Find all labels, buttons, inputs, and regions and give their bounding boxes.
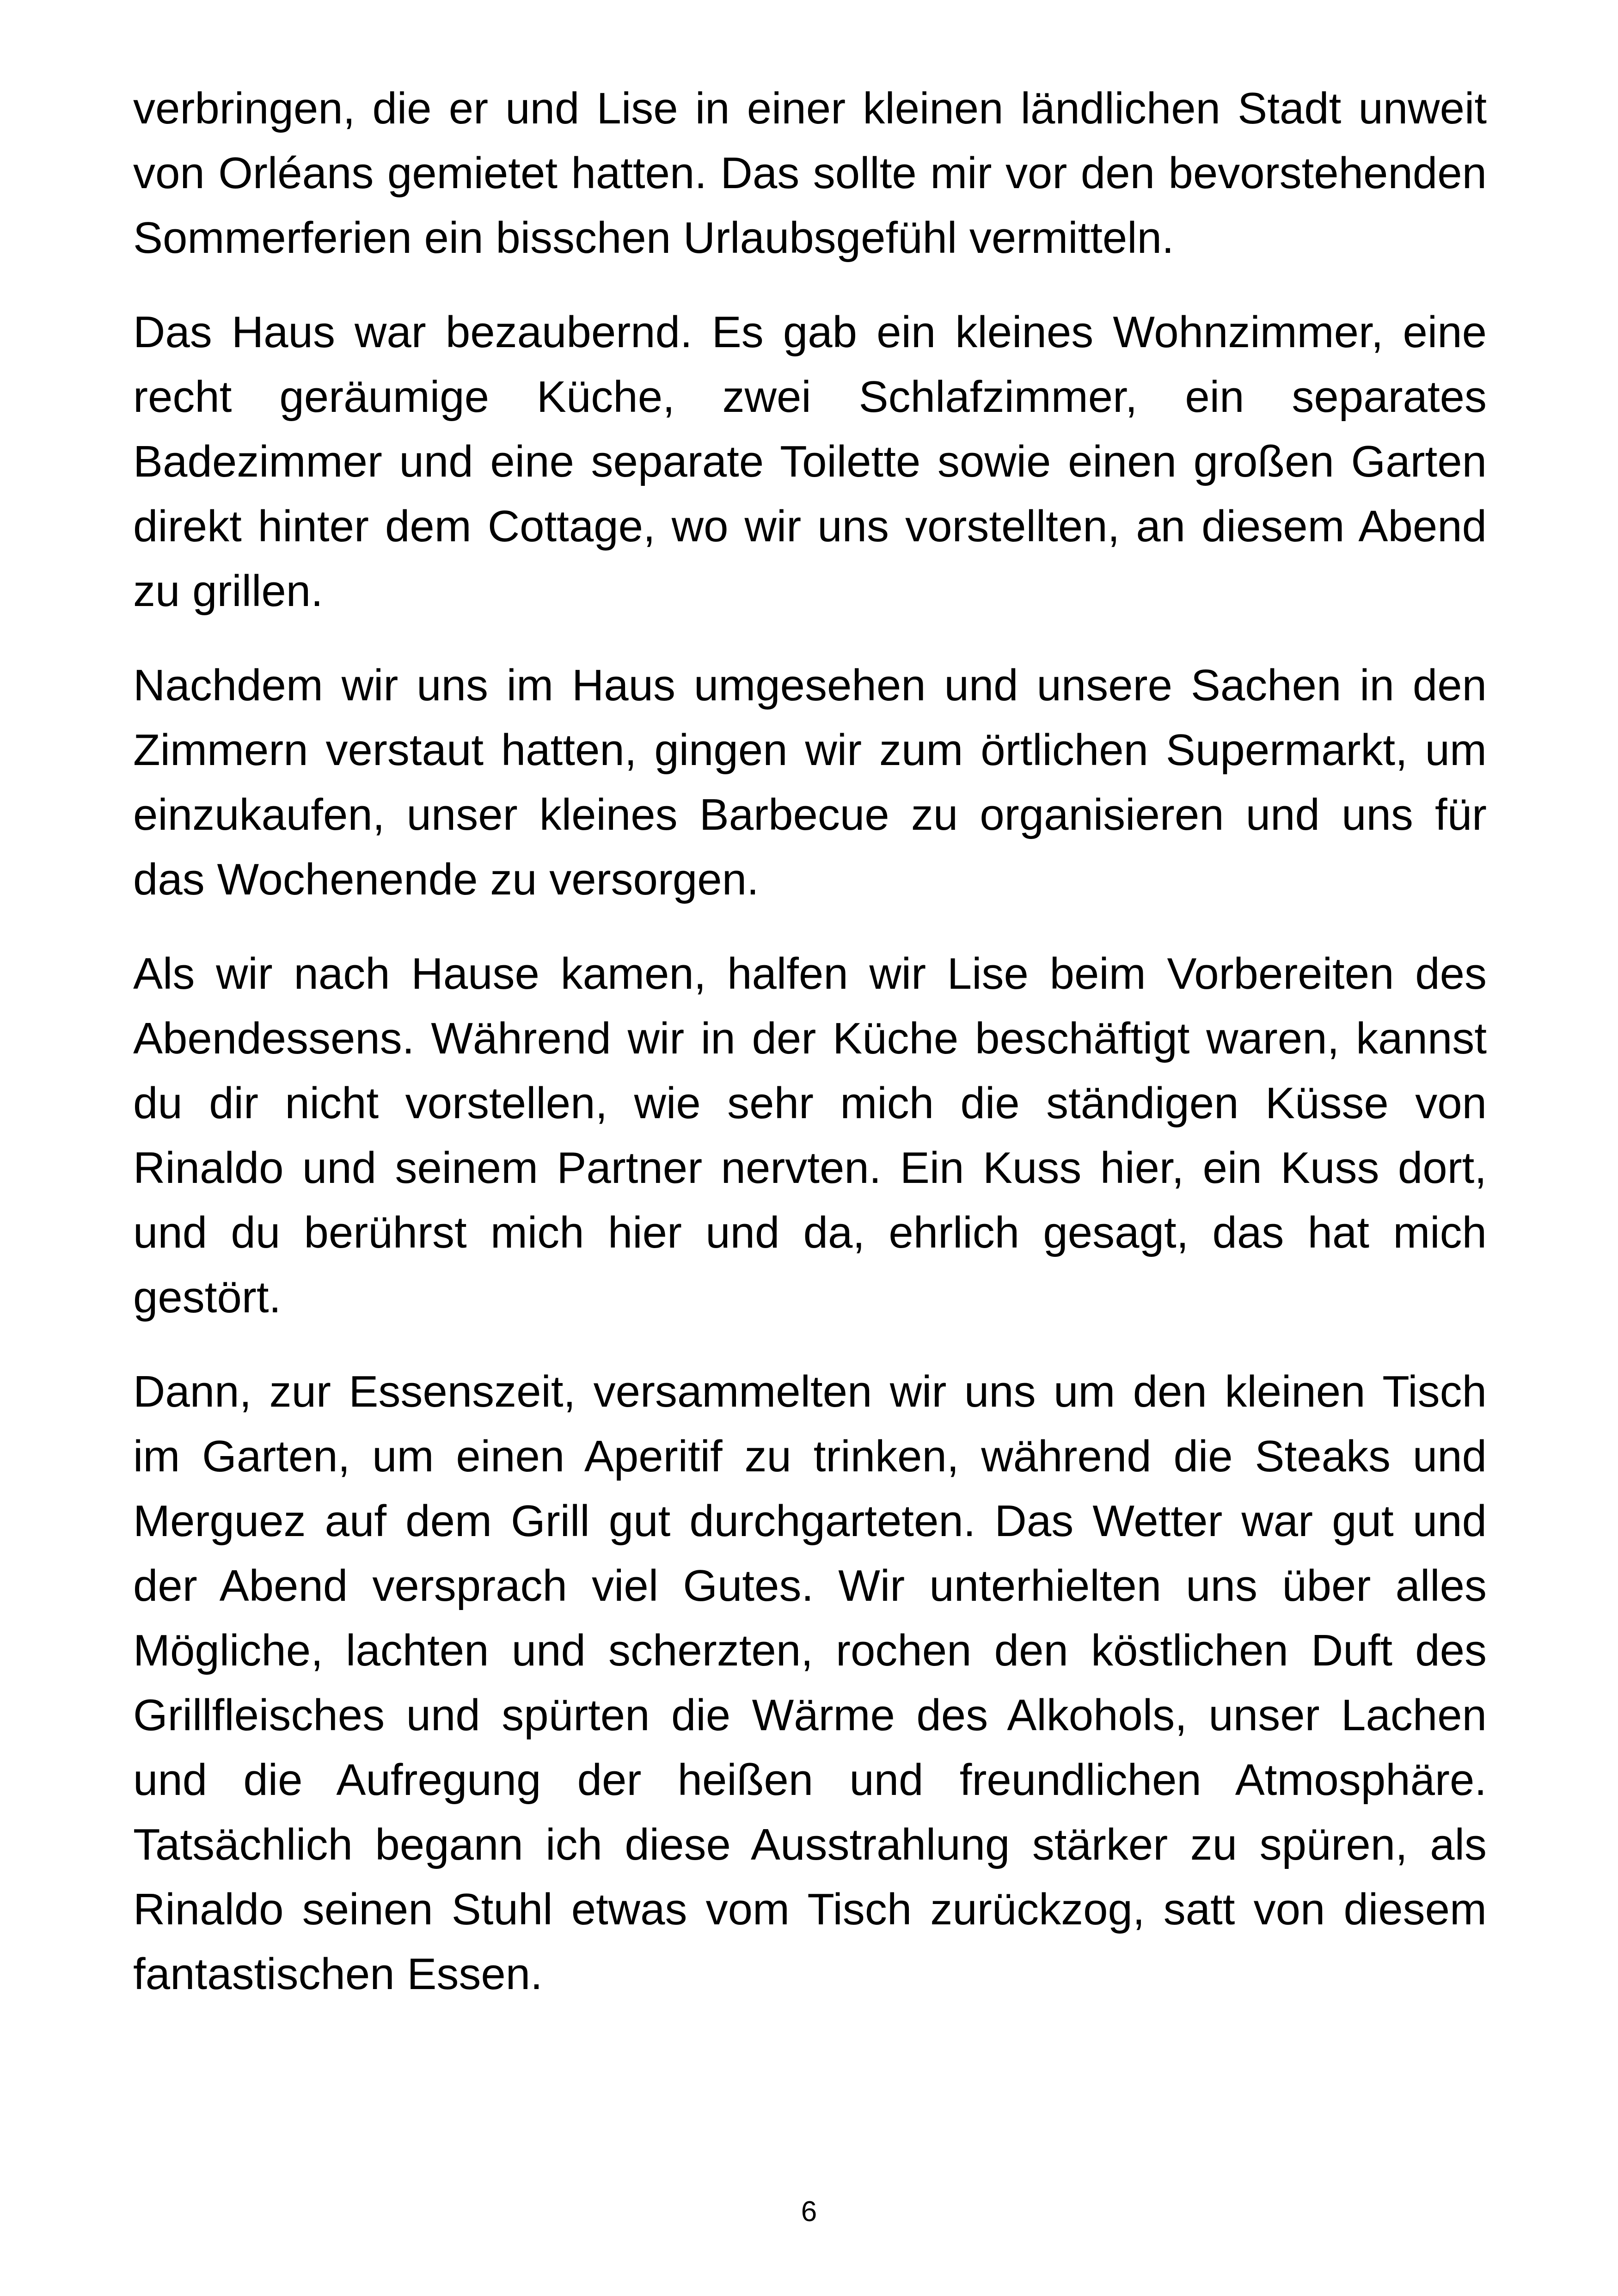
page-number: 6 (801, 2196, 817, 2228)
body-text (133, 76, 1487, 2036)
paragraph-3: Nachdem wir uns im Haus umgesehen und unsere Sachen in den Zimmern verstaut hatten, gingen wir zum örtlichen Supermarkt, um einzukaufen, unser kleines Barbecue zu organisieren und uns für das Wochenende zu versorgen. (133, 661, 1487, 904)
paragraph-4: Als wir nach Hause kamen, halfen wir Lise beim Vorbereiten des Abendessens. Während wir in der Küche beschäftigt waren, kannst du dir nicht vorstellen, wie sehr mich die ständigen Küsse von Rinaldo und seinem Partner nervten. Ein Kuss hier, ein Kuss dort, und du berührst mich hier und da, ehrlich gesagt, das hat mich gestört. (133, 949, 1487, 1322)
paragraph-2: Das Haus war bezaubernd. Es gab ein kleines Wohnzimmer, eine recht geräumige Küche, zwei Schlafzimmer, ein separates Badezimmer und eine separate Toilette sowie einen großen Garten direkt hinter dem Cottage, wo wir uns vorstellten, an diesem Abend zu grillen. (133, 307, 1487, 616)
paragraph-1: verbringen, die er und Lise in einer kleinen ländlichen Stadt unweit von Orléans gemietet hatten. Das sollte mir vor den bevorstehenden Sommerferien ein bisschen Urlaubsgefühl vermitteln. (133, 84, 1487, 263)
paragraph-5: Dann, zur Essenszeit, versammelten wir uns um den kleinen Tisch im Garten, um einen Aperitif zu trinken, während die Steaks und Merguez auf dem Grill gut durchgarteten. Das Wetter war gut und der Abend versprach viel Gutes. Wir unterhielten uns über alles Mögliche, lachten und scherzten, rochen den köstlichen Duft des Grillfleisches und spürten die Wärme des Alkohols, unser Lachen und die Aufregung der heißen und freundlichen Atmosphäre. Tatsächlich begann ich diese Ausstrahlung stärker zu spüren, als Rinaldo seinen Stuhl etwas vom Tisch zurückzog, satt von diesem fantastischen Essen. (133, 1367, 1487, 1999)
